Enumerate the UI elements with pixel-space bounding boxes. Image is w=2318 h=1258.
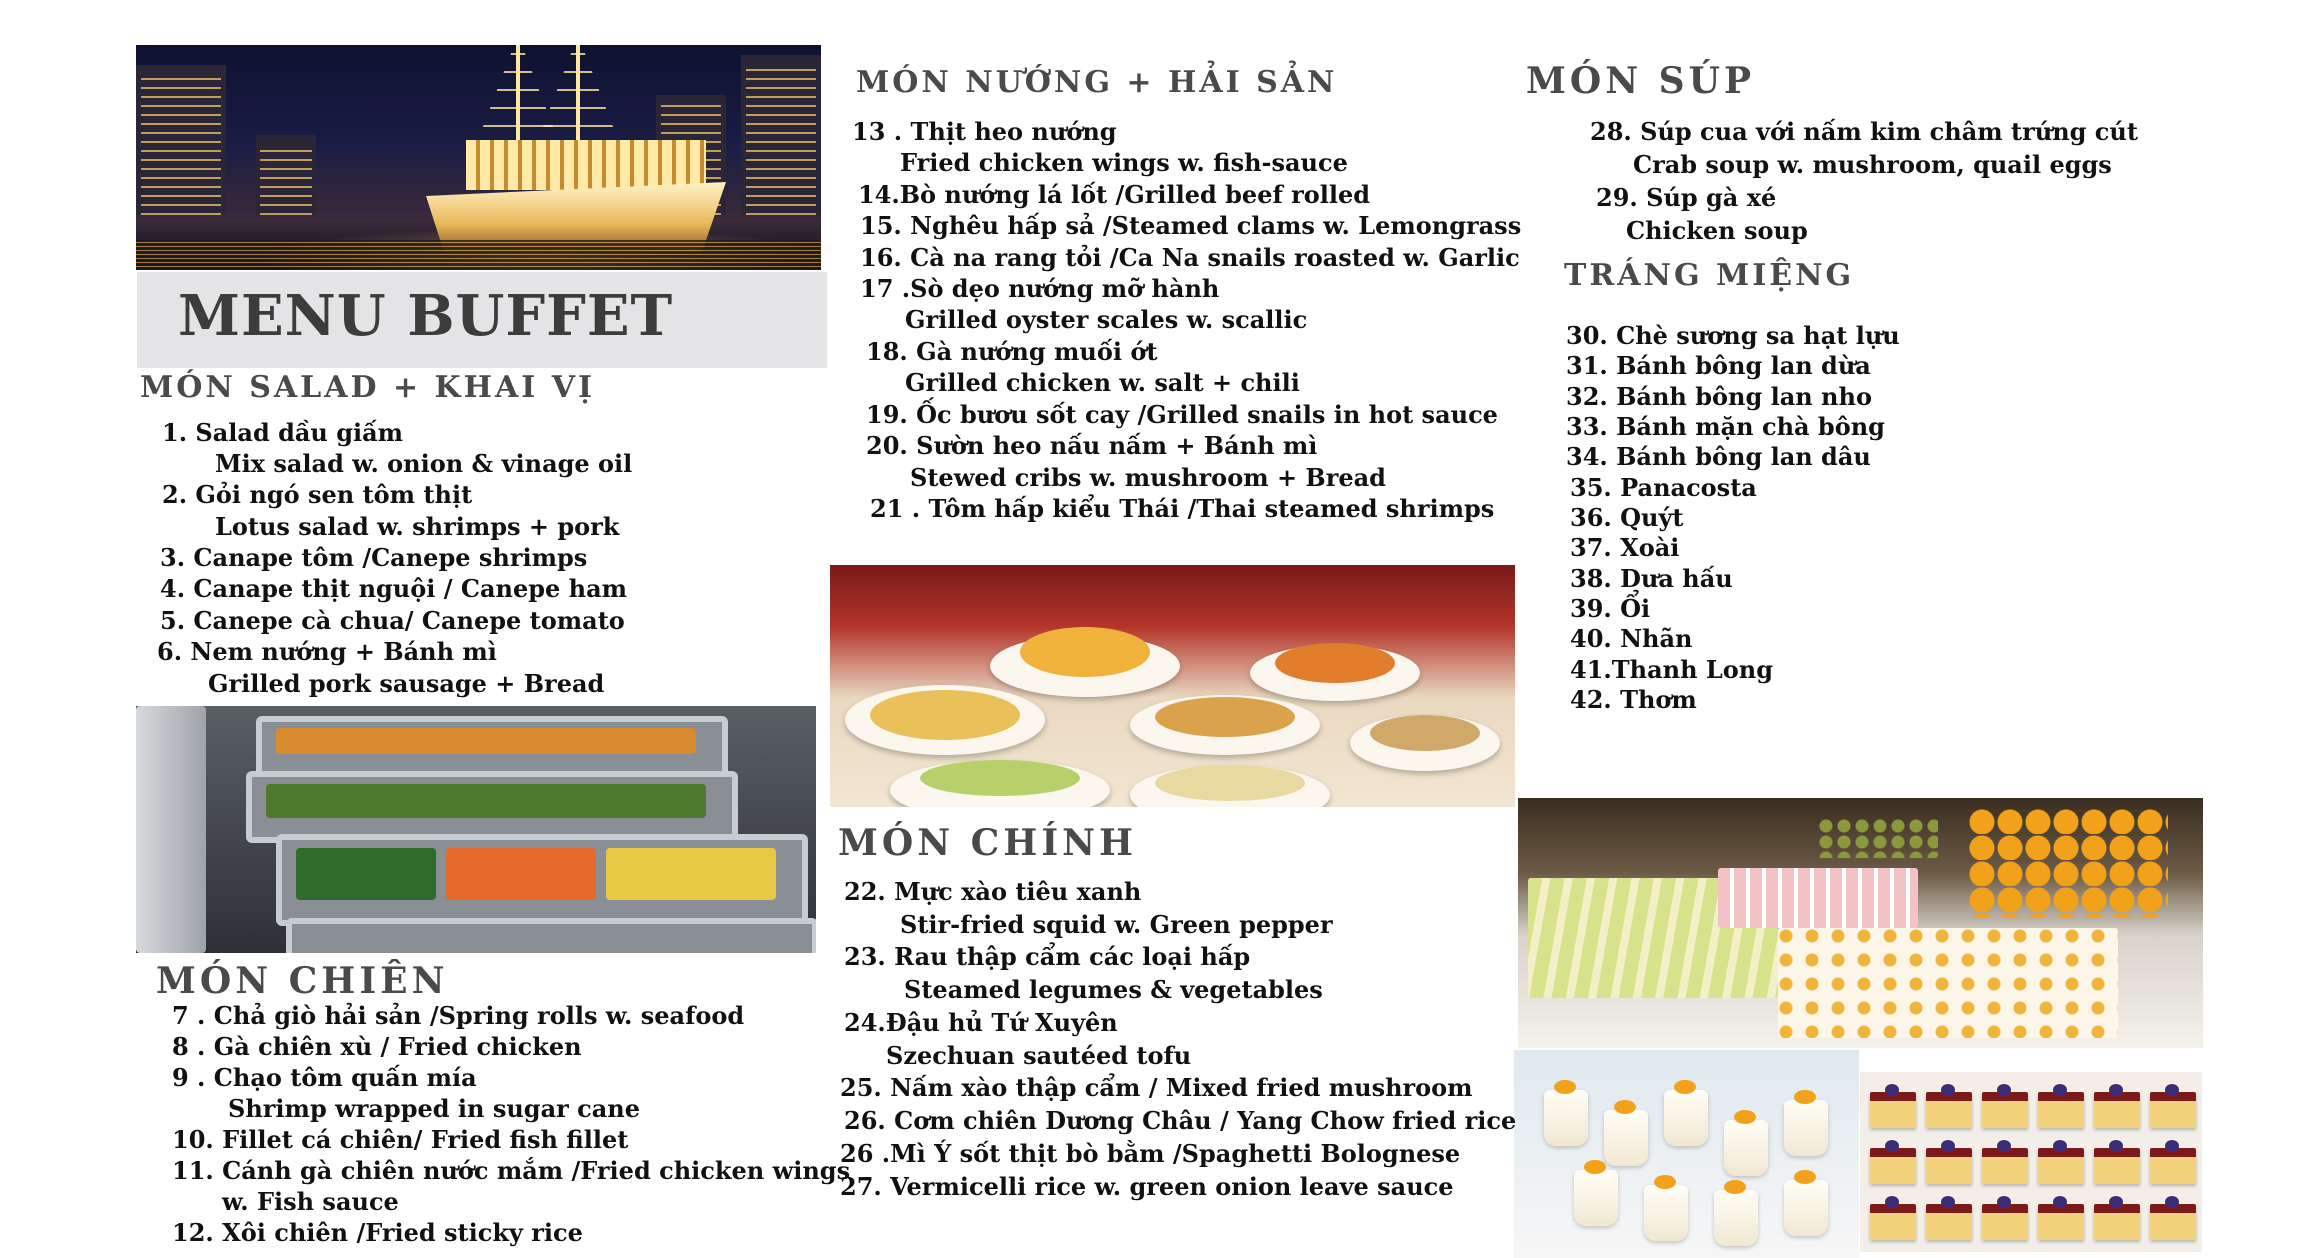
soup-line: 28. Súp cua với nấm kim châm trứng cút <box>1590 117 2138 146</box>
dessert-line: 38. Dưa hấu <box>1570 564 1733 593</box>
panna-cotta-cups-photo <box>1514 1050 1859 1258</box>
fried-line: 8 . Gà chiên xù / Fried chicken <box>172 1032 582 1061</box>
grill-line: Grilled oyster scales w. scallic <box>905 305 1308 334</box>
grill-line: 21 . Tôm hấp kiểu Thái /Thai steamed shrimps <box>870 494 1495 523</box>
salad-line: 3. Canape tôm /Canepe shrimps <box>160 543 588 572</box>
salad-heading: MÓN SALAD + KHAI VỊ <box>140 370 596 405</box>
buffet-table-photo <box>830 565 1515 807</box>
grill-line: 14.Bò nướng lá lốt /Grilled beef rolled <box>858 180 1371 209</box>
dessert-line: 31. Bánh bông lan dừa <box>1566 351 1871 380</box>
grill-line: 13 . Thịt heo nướng <box>852 117 1117 146</box>
night-cruise-ship-photo <box>136 45 821 270</box>
main-line: 24.Đậu hủ Tứ Xuyên <box>844 1008 1118 1037</box>
fried-line: 9 . Chạo tôm quấn mía <box>172 1063 477 1092</box>
salad-line: Mix salad w. onion & vinage oil <box>215 449 633 478</box>
fried-line: 7 . Chả giò hải sản /Spring rolls w. seafood <box>172 1001 745 1030</box>
main-line: 26. Cơm chiên Dương Châu / Yang Chow fried rice <box>844 1106 1517 1135</box>
main-line: Steamed legumes & vegetables <box>904 975 1323 1004</box>
cake-slices-photo <box>1860 1072 2202 1252</box>
main-line: 22. Mực xào tiêu xanh <box>844 877 1142 906</box>
soup-line: Crab soup w. mushroom, quail eggs <box>1633 150 2112 179</box>
salad-line: Grilled pork sausage + Bread <box>208 669 605 698</box>
main-line: Szechuan sautéed tofu <box>886 1041 1192 1070</box>
main-line: 25. Nấm xào thập cẩm / Mixed fried mushroom <box>840 1073 1473 1102</box>
dessert-line: 34. Bánh bông lan dâu <box>1566 442 1871 471</box>
dessert-line: 36. Quýt <box>1570 503 1684 532</box>
fried-line: 12. Xôi chiên /Fried sticky rice <box>172 1218 583 1247</box>
grill-line: Grilled chicken w. salt + chili <box>905 368 1300 397</box>
soup-line: 29. Súp gà xé <box>1596 183 1777 212</box>
grill-line: Stewed cribs w. mushroom + Bread <box>910 463 1386 492</box>
dessert-line: 30. Chè sương sa hạt lựu <box>1566 321 1900 350</box>
dessert-line: 39. Ổi <box>1570 594 1651 623</box>
buffet-trays-photo <box>136 706 816 953</box>
dessert-line: 42. Thơm <box>1570 685 1697 714</box>
grill-line: Fried chicken wings w. fish-sauce <box>900 148 1348 177</box>
dessert-line: 41.Thanh Long <box>1570 655 1773 684</box>
main-line: 26 .Mì Ý sốt thịt bò bằm /Spaghetti Bolognese <box>840 1139 1461 1168</box>
main-line: 27. Vermicelli rice w. green onion leave sauce <box>840 1172 1454 1201</box>
grill-line: 19. Ốc bươu sốt cay /Grilled snails in hot sauce <box>866 400 1498 429</box>
grill-line: 18. Gà nướng muối ớt <box>866 337 1158 366</box>
grill-line: 17 .Sò dẹo nướng mỡ hành <box>860 274 1220 303</box>
grill-line: 15. Nghêu hấp sả /Steamed clams w. Lemongrass <box>860 211 1522 240</box>
salad-line: 6. Nem nướng + Bánh mì <box>157 637 497 666</box>
grill-line: 16. Cà na rang tỏi /Ca Na snails roasted w. Garlic <box>860 243 1520 272</box>
salad-line: 1. Salad dầu giấm <box>162 418 404 447</box>
dessert-line: 35. Panacosta <box>1570 473 1757 502</box>
grill-heading: MÓN NƯỚNG + HẢI SẢN <box>856 65 1338 100</box>
main-heading: MÓN CHÍNH <box>838 822 1138 864</box>
salad-line: 5. Canepe cà chua/ Canepe tomato <box>160 606 625 635</box>
fried-line: 11. Cánh gà chiên nước mắm /Fried chicken wings <box>172 1156 851 1185</box>
fried-line: w. Fish sauce <box>222 1187 399 1216</box>
dessert-heading: TRÁNG MIỆNG <box>1564 258 1855 293</box>
fried-heading: MÓN CHIÊN <box>156 960 449 1002</box>
dessert-line: 40. Nhãn <box>1570 624 1693 653</box>
dessert-line: 37. Xoài <box>1570 533 1680 562</box>
grill-line: 20. Sườn heo nấu nấm + Bánh mì <box>866 431 1318 460</box>
salad-line: 2. Gỏi ngó sen tôm thịt <box>162 480 473 509</box>
dessert-line: 33. Bánh mặn chà bông <box>1566 412 1885 441</box>
main-line: Stir-fried squid w. Green pepper <box>900 910 1333 939</box>
menu-title: MENU BUFFET <box>178 283 674 349</box>
soup-heading: MÓN SÚP <box>1526 60 1756 102</box>
salad-line: 4. Canape thịt nguội / Canepe ham <box>160 574 628 603</box>
dessert-table-photo <box>1518 798 2203 1048</box>
main-line: 23. Rau thập cẩm các loại hấp <box>844 942 1251 971</box>
fried-line: 10. Fillet cá chiên/ Fried fish fillet <box>172 1125 629 1154</box>
salad-line: Lotus salad w. shrimps + pork <box>215 512 620 541</box>
dessert-line: 32. Bánh bông lan nho <box>1566 382 1872 411</box>
fried-line: Shrimp wrapped in sugar cane <box>228 1094 640 1123</box>
soup-line: Chicken soup <box>1626 216 1808 245</box>
